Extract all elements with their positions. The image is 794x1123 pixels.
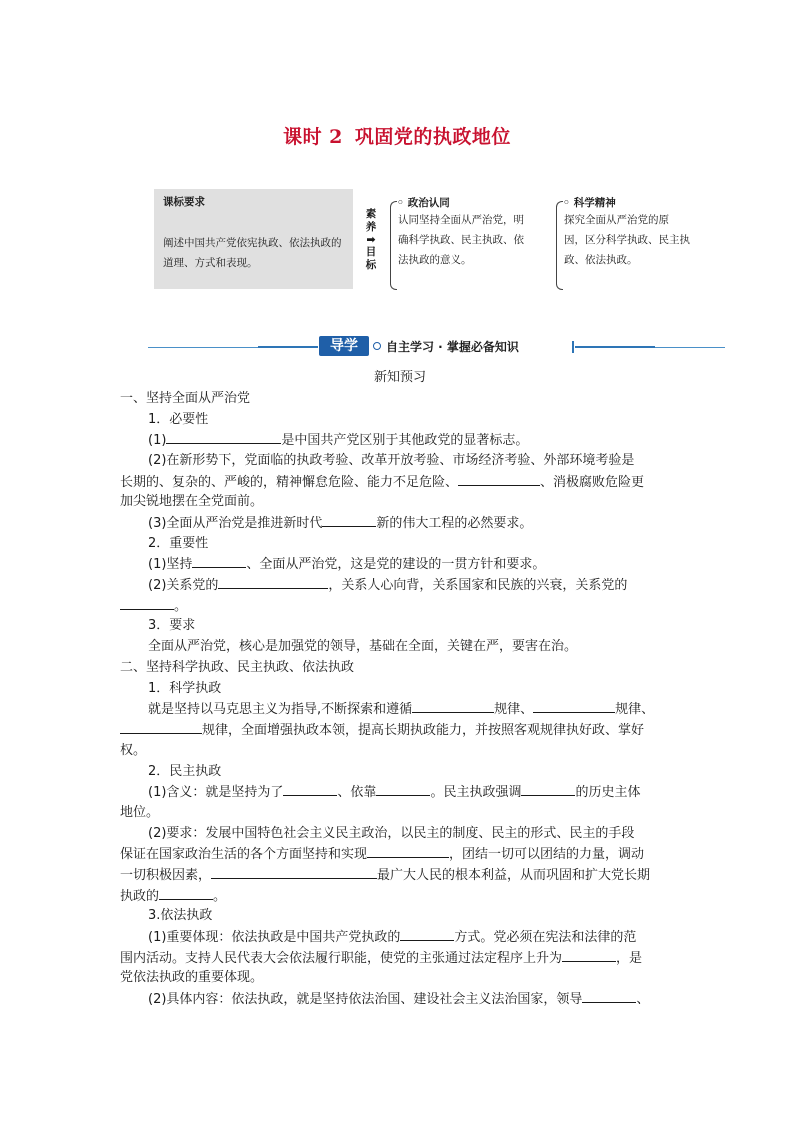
scientific-spirit-heading: ◦ 科学精神 <box>563 197 616 209</box>
fill-blank[interactable] <box>521 782 575 796</box>
text-line: (1)含义：就是坚持为了 、依靠 。民主执政强调 的历史主体 <box>148 782 640 803</box>
fill-blank[interactable] <box>192 554 246 568</box>
heading-strict-governance: 一、坚持全面从严治党 <box>120 391 251 406</box>
text-line: 地位。 <box>120 805 160 820</box>
political-identity-heading: ◦ 政治认同 <box>397 197 450 209</box>
fill-blank[interactable] <box>120 720 202 734</box>
fill-blank[interactable] <box>582 989 636 1003</box>
text-line: 。 <box>120 596 187 617</box>
text-line: (1)坚持 、全面从严治党，这是党的建设的一贯方针和要求。 <box>148 554 545 575</box>
fill-blank[interactable] <box>166 430 281 444</box>
subheading-democratic: 2．民主执政 <box>148 764 222 779</box>
arrow-right-icon: ➡ <box>366 233 376 246</box>
banner-title: 自主学习 · 掌握必备知识 <box>386 338 564 356</box>
text-line: 党依法执政的重要体现。 <box>120 970 264 985</box>
bullet-icon: ◦ <box>563 197 570 209</box>
text-line: 规律，全面增强执政本领，提高长期执政能力，并按照客观规律执好政、掌好 <box>120 720 644 741</box>
lesson-number: 课时 2 <box>283 126 343 148</box>
text-line: 围内活动。支持人民代表大会依法履行职能，使党的主张通过法定程序上升为 ，是 <box>120 948 642 969</box>
fill-blank[interactable] <box>283 782 337 796</box>
text-line: (1)重要体现：依法执政是中国共产党执政的 方式。党必须在宪法和法律的范 <box>148 927 636 948</box>
political-identity-text: 认同坚持全面从严治党，明 确科学执政、民主执政、依 法执政的意义。 <box>398 214 524 266</box>
heading-governance-modes: 二、坚持科学执政、民主执政、依法执政 <box>120 660 355 675</box>
text-line: 全面从严治党，核心是加强党的领导，基础在全面，关键在严，要害在治。 <box>148 639 578 654</box>
column-bracket <box>390 201 397 290</box>
column-bracket <box>556 201 563 290</box>
literacy-label-bottom: 目标 <box>365 246 377 271</box>
fill-blank[interactable] <box>218 575 328 589</box>
section-title: 新知预习 <box>373 370 426 385</box>
fill-blank[interactable] <box>322 513 376 527</box>
text-line: (2)关系党的 ，关系人心向背，关系国家和民族的兴衰，关系党的 <box>148 575 627 596</box>
literacy-label-top: 素养 <box>365 208 377 233</box>
curriculum-requirement-box <box>154 189 353 289</box>
subheading-importance: 2．重要性 <box>148 536 209 551</box>
text-line: 加尖锐地摆在全党面前。 <box>120 494 264 509</box>
subheading-requirements: 3．要求 <box>148 618 196 633</box>
text-line: (2)在新形势下，党面临的执政考验、改革开放考验、市场经济考验、外部环境考验是 <box>148 453 635 468</box>
requirement-heading: 课标要求 <box>163 196 205 208</box>
text-line: 执政的 。 <box>120 886 226 907</box>
text-line: (1) 是中国共产党区别于其他政党的显著标志。 <box>148 430 528 451</box>
text-line: 权。 <box>120 743 147 758</box>
scientific-spirit-text: 探究全面从严治党的原 因，区分科学执政、民主执 政、依法执政。 <box>564 214 690 266</box>
banner-accent-right <box>575 346 655 348</box>
text-line: 就是坚持以马克思主义为指导,不断探索和遵循 规律、 规律、 <box>148 699 654 720</box>
text-line: 保证在国家政治生活的各个方面坚持和实现 ，团结一切可以团结的力量，调动 <box>120 844 644 865</box>
circle-dot-icon <box>373 342 381 350</box>
requirement-text: 阐述中国共产党依宪执政、依法执政的道理、方式和表现。 <box>163 237 342 269</box>
banner-accent-left <box>258 346 318 348</box>
lesson-title: 巩固党的执政地位 <box>354 126 511 148</box>
page-title <box>0 122 794 149</box>
fill-blank[interactable] <box>376 782 430 796</box>
banner-end-mark <box>568 341 574 353</box>
fill-blank[interactable] <box>458 472 540 486</box>
text-line: (2)要求：发展中国特色社会主义民主政治，以民主的制度、民主的形式、民主的手段 <box>148 826 635 841</box>
fill-blank[interactable] <box>412 699 494 713</box>
bullet-icon: ◦ <box>397 197 404 209</box>
fill-blank[interactable] <box>159 886 213 900</box>
text-line: (3)全面从严治党是推进新时代 新的伟大工程的必然要求。 <box>148 513 532 534</box>
fill-blank[interactable] <box>120 596 174 610</box>
text-line: (2)具体内容：依法执政，就是坚持依法治国、建设社会主义法治国家，领导 、 <box>148 989 649 1010</box>
fill-blank[interactable] <box>400 927 454 941</box>
fill-blank[interactable] <box>211 865 377 879</box>
text-line: 长期的、复杂的、严峻的，精神懈怠危险、能力不足危险、 、消极腐败危险更 <box>120 472 644 493</box>
subheading-scientific: 1．科学执政 <box>148 681 222 696</box>
fill-blank[interactable] <box>367 844 449 858</box>
fill-blank[interactable] <box>533 699 615 713</box>
fill-blank[interactable] <box>562 948 616 962</box>
text-line: 一切积极因素， 最广大人民的根本利益，从而巩固和扩大党长期 <box>120 865 650 886</box>
guide-badge: 导学 <box>319 336 369 356</box>
subheading-necessity: 1．必要性 <box>148 412 209 427</box>
subheading-rule-of-law: 3.依法执政 <box>148 908 213 923</box>
literacy-goal-label <box>360 208 382 272</box>
